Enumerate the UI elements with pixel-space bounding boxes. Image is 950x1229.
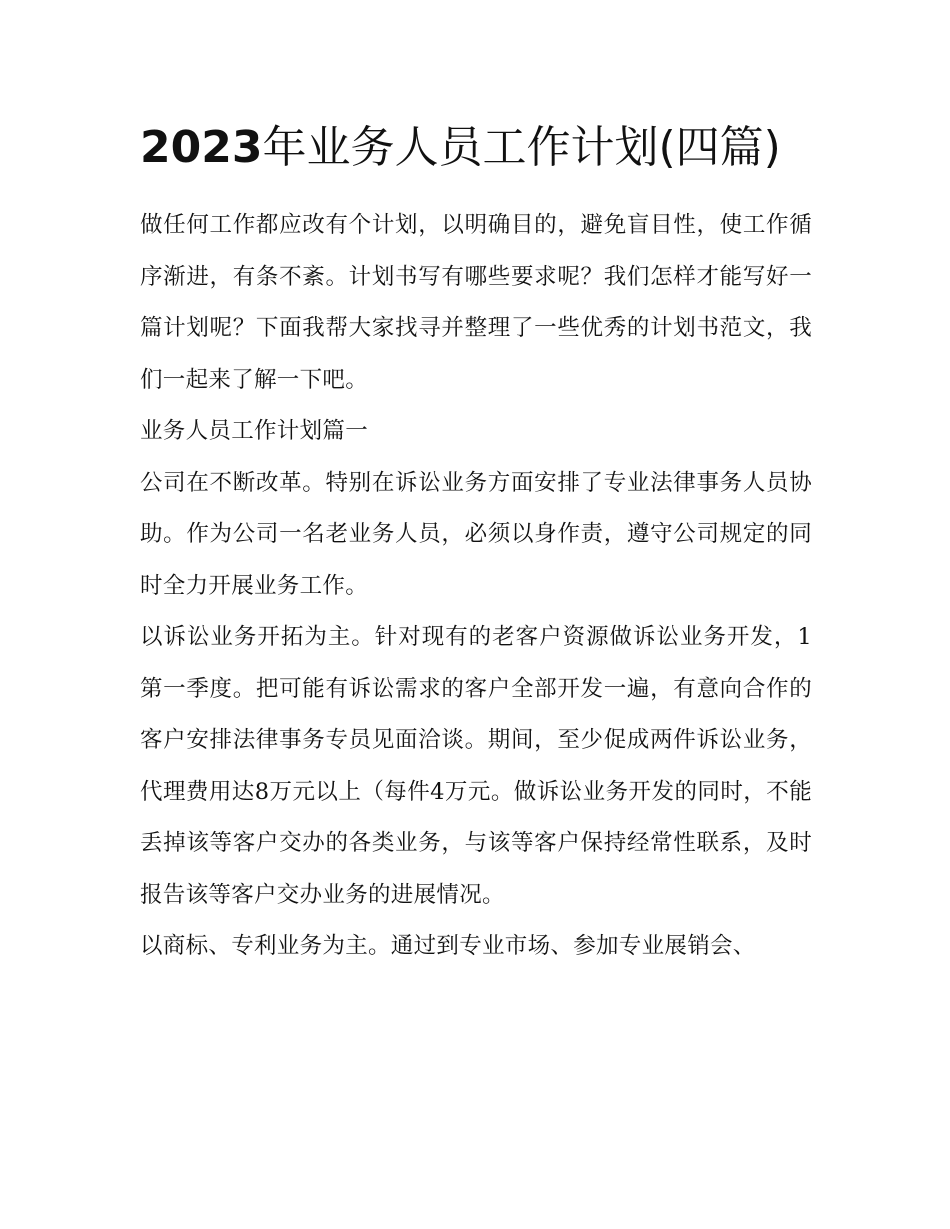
section-heading: 业务人员工作计划篇一 [140, 418, 369, 444]
body-paragraph: 公司在不断改革。特别在诉讼业务方面安排了专业法律事务人员协助。作为公司一名老业务人员，必须以身作责，遵守公司规定的同时全力开展业务工作。 [140, 469, 812, 599]
intro-paragraph: 做任何工作都应改有个计划，以明确目的，避免盲目性，使工作循序渐进，有条不紊。计划书写有哪些要求呢？我们怎样才能写好一篇计划呢？下面我帮大家找寻并整理了一些优秀的计划书范文，我们一起来了解一下吧。 [140, 212, 812, 393]
title-year: 2023 [140, 122, 263, 173]
title-text: 年业务人员工作计划(四篇) [262, 122, 781, 173]
document-title [140, 110, 812, 186]
body-paragraph: 以商标、专利业务为主。通过到专业市场、参加专业展销会、 [140, 933, 756, 959]
document-page [140, 110, 812, 973]
body-paragraph: 以诉讼业务开拓为主。针对现有的老客户资源做诉讼业务开发，1第一季度。把可能有诉讼需求的客户全部开发一遍，有意向合作的客户安排法律事务专员见面洽谈。期间，至少促成两件诉讼业务，代理费用达8万元以上（每件4万元。做诉讼业务开发的同时，不能丢掉该等客户交办的各类业务，与该等客户保持经常性联系，及时报告该等客户交办业务的进展情况。 [140, 624, 812, 908]
